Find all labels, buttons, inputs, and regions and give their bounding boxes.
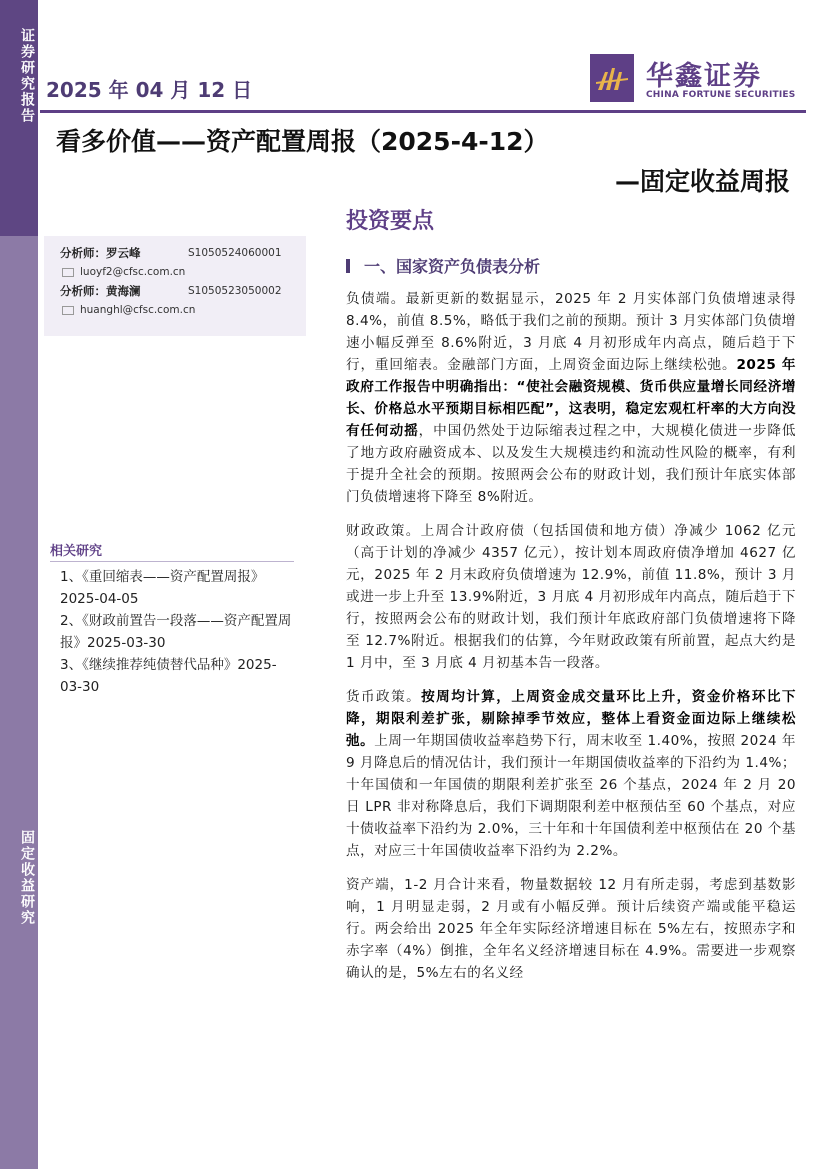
related-item[interactable]: 3、《继续推荐纯债替代品种》2025-03-30 (60, 657, 277, 695)
left-column (44, 236, 306, 695)
company-logo (590, 54, 796, 106)
section-heading-key-points: 投资要点 (346, 209, 435, 234)
report-title: 看多价值——资产配置周报（2025-4-12） (56, 127, 549, 156)
analyst-email[interactable]: luoyf2@cfsc.com.cn (80, 266, 186, 278)
section-heading (346, 254, 796, 280)
related-research-title: 相关研究 (50, 540, 294, 562)
analyst-email-row (60, 301, 296, 320)
sidebar-top-label: 证券研究报告 (19, 28, 35, 124)
heading-bar-icon (346, 259, 350, 273)
analyst-name: 分析师：黄海澜 (60, 284, 141, 298)
section-heading-text: 一、国家资产负债表分析 (364, 257, 541, 276)
paragraph-liabilities (346, 288, 796, 508)
logo-text-en: CHINA FORTUNE SECURITIES (646, 90, 796, 100)
logo-text-cn: 华鑫证券 (646, 61, 762, 92)
related-research-list (50, 566, 294, 698)
analyst-row (60, 244, 296, 263)
analyst-box (44, 236, 306, 336)
analyst-name: 分析师：罗云峰 (60, 246, 141, 260)
main-content (346, 254, 796, 984)
mail-icon (62, 306, 74, 315)
report-subtitle: —固定收益周报 (614, 167, 790, 196)
analyst-email-row (60, 263, 296, 282)
text-run: ，中国仍然处于边际缩表过程之中，大规模化债进一步降低了地方政府融资成本、以及发生大规模违约和流动性风险的概率，有利于提升全社会的预期。按照两会公布的财政计划，我们预计年底实体部门负债增速将下降至 8%附近。 (346, 423, 797, 505)
logo-mark-icon (590, 54, 634, 102)
related-item[interactable]: 2、《财政前置告一段落——资产配置周报》2025-03-30 (60, 613, 292, 651)
mail-icon (62, 268, 74, 277)
report-date: 2025 年 04 月 12 日 (46, 78, 253, 102)
text-run-bold: 2025 年政府工作报告中明确指出：“使社会融资规模、货币供应量增长同经济增长、价格总水平预期目标相匹配”，这表明，稳定宏观杠杆率的大方向没有任何动摇 (346, 357, 796, 439)
related-research (50, 540, 294, 698)
analyst-cert-id: S1050524060001 (188, 247, 282, 259)
text-run-bold: 按周均计算，上周资金成交量环比上升，资金价格环比下降，期限利差扩张，剔除掉季节效应，整体上看资金面边际上继续松弛。 (346, 689, 796, 749)
text-run: 货币政策。 (346, 689, 422, 705)
paragraph-assets: 资产端，1-2 月合计来看，物量数据较 12 月有所走弱，考虑到基数影响，1 月明显走弱，2 月或有小幅反弹。预计后续资产端或能平稳运行。两会给出 2025 年全年实际经济增速目标在 5%左右，按照赤字和赤字率（4%）倒推，全年名义经济增速目标在 4.9%。需要进一步观察确认的是，5%左右的名义经 (346, 877, 796, 981)
analyst-row (60, 282, 296, 301)
related-item[interactable]: 1、《重回缩表——资产配置周报》2025-04-05 (60, 569, 265, 607)
text-run: 上周一年期国债收益率趋势下行，周末收至 1.40%，按照 2024 年 9 月降息后的情况估计，我们预计一年期国债收益率的下沿约为 1.4%；十年国债和一年国债的期限利差扩张至 26 个基点，2024 年 2 月 20 日 LPR 非对称降息后，我们下调期限利差中枢预估至 60 个基点，对应十债收益率下沿约为 2.0%，三十年和十年国债利差中枢预估在 20 个基点，对应三十年国债收益率下沿约为 2.2%。 (346, 733, 797, 859)
analyst-cert-id: S1050523050002 (188, 285, 282, 297)
paragraph-fiscal: 财政政策。上周合计政府债（包括国债和地方债）净减少 1062 亿元（高于计划的净减少 4357 亿元），按计划本周政府债净增加 4627 亿元，2025 年 2 月末政府负债增速为 12.9%，前值 11.8%，预计 3 月或进一步上升至 13.9%附近，3 月底 4 月初形成年内高点，随后趋于下行，按照两会公布的财政计划，我们预计年底政府部门负债增速将下降至 12.7%附近。根据我们的估算，今年财政政策有所前置，起点大约是 1 月中，至 3 月底 4 月初基本告一段落。 (346, 523, 796, 671)
paragraph-monetary (346, 686, 796, 862)
text-run: 负债端。最新更新的数据显示，2025 年 2 月实体部门负债增速录得 8.4%，前值 8.5%，略低于我们之前的预期。预计 3 月实体部门负债增速小幅反弹至 8.6%附近，3 月底 4 月初形成年内高点，随后趋于下行，重回缩表。金融部门方面，上周资金面边际上继续松弛。 (346, 291, 796, 373)
analyst-email[interactable]: huanghl@cfsc.com.cn (80, 304, 196, 316)
sidebar-bottom-label: 固定收益研究 (19, 830, 35, 926)
header-rule (40, 110, 806, 113)
